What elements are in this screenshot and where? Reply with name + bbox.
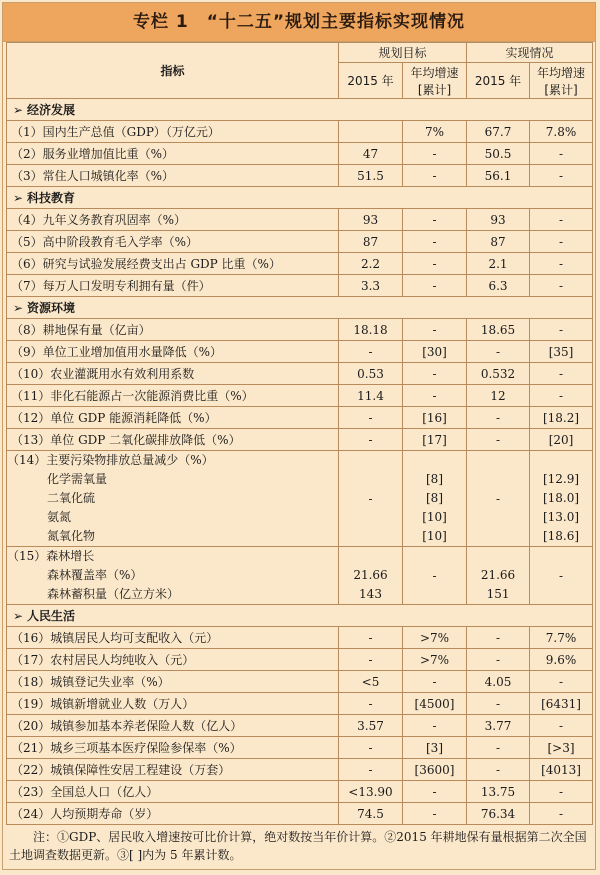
plan-2015-value: -: [339, 693, 403, 715]
plan-growth-value: -: [403, 253, 467, 275]
actual-growth-value: -: [530, 385, 593, 407]
plan-growth-value: [3600]: [403, 759, 467, 781]
table-row: [7, 275, 593, 297]
plan-growth-value: [10]: [422, 529, 447, 543]
indicator-label: （22）城镇保障性安居工程建设（万套）: [7, 759, 339, 781]
indicator-label: （24）人均预期寿命（岁）: [7, 803, 339, 825]
indicator-label: （9）单位工业增加值用水量降低（%）: [7, 341, 339, 363]
plan-2015-value: <5: [339, 671, 403, 693]
actual-growth-value: -: [530, 165, 593, 187]
table-row: [7, 429, 593, 451]
actual-2015-value: 6.3: [467, 275, 530, 297]
actual-growth-value: 7.7%: [530, 627, 593, 649]
plan-2015-value: -: [339, 649, 403, 671]
plan-2015-value: 2.2: [339, 253, 403, 275]
table-row: [7, 143, 593, 165]
table-row: [7, 165, 593, 187]
growth-header-line1: 年均增速: [410, 65, 459, 80]
plan-2015-value: -: [339, 429, 403, 451]
plan-growth-value: [16]: [403, 407, 467, 429]
section-header: [7, 605, 593, 627]
section-header: [7, 187, 593, 209]
plan-growth-value: [8]: [426, 472, 443, 486]
indicator-label: （12）单位 GDP 能源消耗降低（%）: [7, 407, 339, 429]
indicator-label: （14）主要污染物排放总量减少（%）: [7, 453, 214, 467]
spacer: [339, 547, 402, 566]
section-arrow-icon: ➢: [13, 103, 24, 117]
actual-2015-value: -: [467, 627, 530, 649]
plan-2015-value: 87: [339, 231, 403, 253]
indicator-label: （23）全国总人口（亿人）: [7, 781, 339, 803]
section-name: 资源环境: [27, 301, 76, 315]
actual-2015-value: 151: [486, 587, 510, 601]
actual-growth-value: [18.6]: [542, 529, 580, 543]
table-row: [7, 803, 593, 825]
actual-2015-value: 2.1: [467, 253, 530, 275]
sub-indicator-label: 二氧化硫: [47, 491, 96, 505]
table-row: [7, 649, 593, 671]
plan-2015-value: 18.18: [339, 319, 403, 341]
spacer: [403, 451, 466, 470]
indicator-label: （16）城镇居民人均可支配收入（元）: [7, 627, 339, 649]
actual-growth-value: -: [530, 319, 593, 341]
plan-2015-value: 74.5: [339, 803, 403, 825]
plan-growth-value: -: [403, 715, 467, 737]
table-row: [7, 627, 593, 649]
plan-growth-value: -: [403, 231, 467, 253]
plan-growth-value: [8]: [426, 491, 443, 505]
actual-2015-value: 67.7: [467, 121, 530, 143]
footnote: 注：①GDP、居民收入增速按可比价计算，绝对数按当年价计算。②2015 年耕地保有量根据第二次全国土地调查数据更新。③[ ]内为 5 年累计数。: [9, 830, 587, 862]
actual-growth-value: -: [530, 547, 593, 605]
pollutant-labels: [7, 451, 339, 547]
plan-growth-value: -: [403, 165, 467, 187]
indicator-label: （2）服务业增加值比重（%）: [7, 143, 339, 165]
table-row: [7, 715, 593, 737]
plan-2015-value: -: [339, 759, 403, 781]
plan-2015-value: <13.90: [339, 781, 403, 803]
section-row: [7, 605, 593, 627]
table-row: [7, 693, 593, 715]
plan-growth-value: -: [403, 671, 467, 693]
plan-growth-value: >7%: [403, 627, 467, 649]
actual-2015-value: 13.75: [467, 781, 530, 803]
indicator-panel: [2, 2, 596, 870]
plan-growth-value: [4500]: [403, 693, 467, 715]
sub-indicator-label: 森林蓄积量（亿立方米）: [47, 587, 180, 601]
section-name: 经济发展: [27, 103, 76, 117]
growth-header-line2: [累计]: [417, 82, 452, 97]
actual-2015-value: 76.34: [467, 803, 530, 825]
actual-growth-values: [530, 451, 593, 547]
indicator-label: （21）城乡三项基本医疗保险参保率（%）: [7, 737, 339, 759]
actual-2015-value: 87: [467, 231, 530, 253]
sub-indicator-label: 化学需氧量: [47, 472, 108, 486]
actual-growth-value: [20]: [530, 429, 593, 451]
actual-growth-value: -: [530, 781, 593, 803]
actual-2015-value: 4.05: [467, 671, 530, 693]
indicator-label: （17）农村居民人均纯收入（元）: [7, 649, 339, 671]
indicator-label: （5）高中阶段教育毛入学率（%）: [7, 231, 339, 253]
actual-growth-value: 7.8%: [530, 121, 593, 143]
growth-header-line1: 年均增速: [537, 65, 586, 80]
table-row: [7, 363, 593, 385]
table-row: [7, 319, 593, 341]
actual-growth-header: [530, 63, 593, 99]
indicator-label: （1）国内生产总值（GDP）（万亿元）: [7, 121, 339, 143]
actual-growth-value: [12.9]: [542, 472, 580, 486]
section-row: [7, 297, 593, 319]
indicator-label: （6）研究与试验发展经费支出占 GDP 比重（%）: [7, 253, 339, 275]
actual-2015-value: -: [467, 649, 530, 671]
plan-2015-value: 93: [339, 209, 403, 231]
actual-2015-value: -: [467, 341, 530, 363]
indicator-header: 指标: [7, 43, 339, 99]
actual-2015-value: -: [467, 451, 530, 547]
actual-growth-value: [18.2]: [530, 407, 593, 429]
table-row: [7, 385, 593, 407]
plan-2015-value: -: [339, 451, 403, 547]
indicator-label: （4）九年义务教育巩固率（%）: [7, 209, 339, 231]
actual-year-header: 2015 年: [467, 63, 530, 99]
plan-growth-value: 7%: [403, 121, 467, 143]
plan-2015-value: -: [339, 341, 403, 363]
forest-row: [7, 547, 593, 605]
actual-growth-value: [18.0]: [542, 491, 580, 505]
actual-growth-value: -: [530, 671, 593, 693]
actual-growth-value: [35]: [530, 341, 593, 363]
actual-growth-value: -: [530, 209, 593, 231]
actual-growth-value: -: [530, 231, 593, 253]
plan-2015-value: 3.3: [339, 275, 403, 297]
indicator-label: （3）常住人口城镇化率（%）: [7, 165, 339, 187]
actual-2015-value: 50.5: [467, 143, 530, 165]
sub-indicator-label: 氮氧化物: [47, 529, 96, 543]
actual-2015-value: 93: [467, 209, 530, 231]
plan-growth-value: [3]: [403, 737, 467, 759]
spacer: [467, 547, 529, 566]
indicator-table-body: [7, 99, 593, 825]
plan-growth-value: -: [403, 209, 467, 231]
plan-growth-value: [17]: [403, 429, 467, 451]
section-arrow-icon: ➢: [13, 609, 24, 623]
section-row: [7, 99, 593, 121]
plan-2015-value: 3.57: [339, 715, 403, 737]
plan-2015-value: [339, 121, 403, 143]
table-row: [7, 737, 593, 759]
actual-growth-value: [4013]: [530, 759, 593, 781]
plan-header: 规划目标: [339, 43, 467, 63]
plan-2015-value: -: [339, 627, 403, 649]
table-row: [7, 209, 593, 231]
plan-growth-value: -: [403, 363, 467, 385]
plan-growth-value: >7%: [403, 649, 467, 671]
plan-2015-value: 11.4: [339, 385, 403, 407]
actual-2015-value: -: [467, 759, 530, 781]
growth-header-line2: [累计]: [544, 82, 578, 97]
actual-growth-value: [6431]: [530, 693, 593, 715]
table-row: [7, 121, 593, 143]
sub-indicator-label: 氨氮: [47, 510, 72, 524]
table-row: [7, 407, 593, 429]
actual-2015-value: 0.532: [467, 363, 530, 385]
section-header: [7, 99, 593, 121]
actual-2015-value: -: [467, 693, 530, 715]
plan-2015-values: [339, 547, 403, 605]
indicator-label: （18）城镇登记失业率（%）: [7, 671, 339, 693]
indicator-label: （7）每万人口发明专利拥有量（件）: [7, 275, 339, 297]
indicator-label: （13）单位 GDP 二氧化碳排放降低（%）: [7, 429, 339, 451]
actual-growth-value: [13.0]: [542, 510, 580, 524]
plan-2015-value: -: [339, 737, 403, 759]
section-header: [7, 297, 593, 319]
plan-2015-value: 51.5: [339, 165, 403, 187]
table-row: [7, 759, 593, 781]
actual-2015-value: 21.66: [480, 568, 516, 582]
plan-growth-value: -: [403, 319, 467, 341]
actual-2015-value: -: [467, 407, 530, 429]
plan-2015-value: 21.66: [353, 568, 388, 582]
indicator-table: [6, 42, 593, 825]
plan-growth-value: -: [403, 143, 467, 165]
table-row: [7, 671, 593, 693]
section-arrow-icon: ➢: [13, 191, 24, 205]
actual-2015-value: 56.1: [467, 165, 530, 187]
actual-2015-values: [467, 547, 530, 605]
plan-2015-value: 47: [339, 143, 403, 165]
plan-growth-value: -: [403, 781, 467, 803]
plan-growth-value: [10]: [422, 510, 447, 524]
plan-growth-value: -: [403, 803, 467, 825]
plan-growth-value: -: [403, 385, 467, 407]
plan-growth-value: [30]: [403, 341, 467, 363]
plan-growth-header: [403, 63, 467, 99]
section-arrow-icon: ➢: [13, 301, 24, 315]
table-row: [7, 253, 593, 275]
actual-2015-value: 12: [467, 385, 530, 407]
sub-indicator-label: 森林覆盖率（%）: [47, 568, 143, 582]
plan-2015-value: -: [339, 407, 403, 429]
section-name: 人民生活: [27, 609, 76, 623]
actual-growth-value: -: [530, 275, 593, 297]
section-row: [7, 187, 593, 209]
actual-2015-value: 3.77: [467, 715, 530, 737]
plan-2015-value: 0.53: [339, 363, 403, 385]
plan-growth-values: [403, 451, 467, 547]
indicator-label: （11）非化石能源占一次能源消费比重（%）: [7, 385, 339, 407]
indicator-label: （19）城镇新增就业人数（万人）: [7, 693, 339, 715]
table-row: [7, 341, 593, 363]
table-row: [7, 231, 593, 253]
actual-2015-value: -: [467, 737, 530, 759]
plan-year-header: 2015 年: [339, 63, 403, 99]
indicator-label: （15）森林增长: [7, 549, 95, 563]
plan-growth-value: -: [403, 547, 467, 605]
actual-growth-value: -: [530, 715, 593, 737]
plan-growth-value: -: [403, 275, 467, 297]
section-name: 科技教育: [27, 191, 76, 205]
actual-growth-value: -: [530, 803, 593, 825]
actual-growth-value: -: [530, 143, 593, 165]
actual-2015-value: -: [467, 429, 530, 451]
plan-2015-value: 143: [359, 587, 382, 601]
spacer: [530, 451, 592, 470]
table-row: [7, 781, 593, 803]
actual-growth-value: 9.6%: [530, 649, 593, 671]
forest-labels: [7, 547, 339, 605]
actual-2015-value: 18.65: [467, 319, 530, 341]
panel-title: 专栏 1 “十二五”规划主要指标实现情况: [3, 3, 595, 42]
actual-growth-value: -: [530, 363, 593, 385]
indicator-label: （8）耕地保有量（亿亩）: [7, 319, 339, 341]
actual-growth-value: [>3]: [530, 737, 593, 759]
indicator-label: （20）城镇参加基本养老保险人数（亿人）: [7, 715, 339, 737]
pollutant-row: [7, 451, 593, 547]
actual-growth-value: -: [530, 253, 593, 275]
indicator-label: （10）农业灌溉用水有效利用系数: [7, 363, 339, 385]
actual-header: 实现情况: [467, 43, 593, 63]
